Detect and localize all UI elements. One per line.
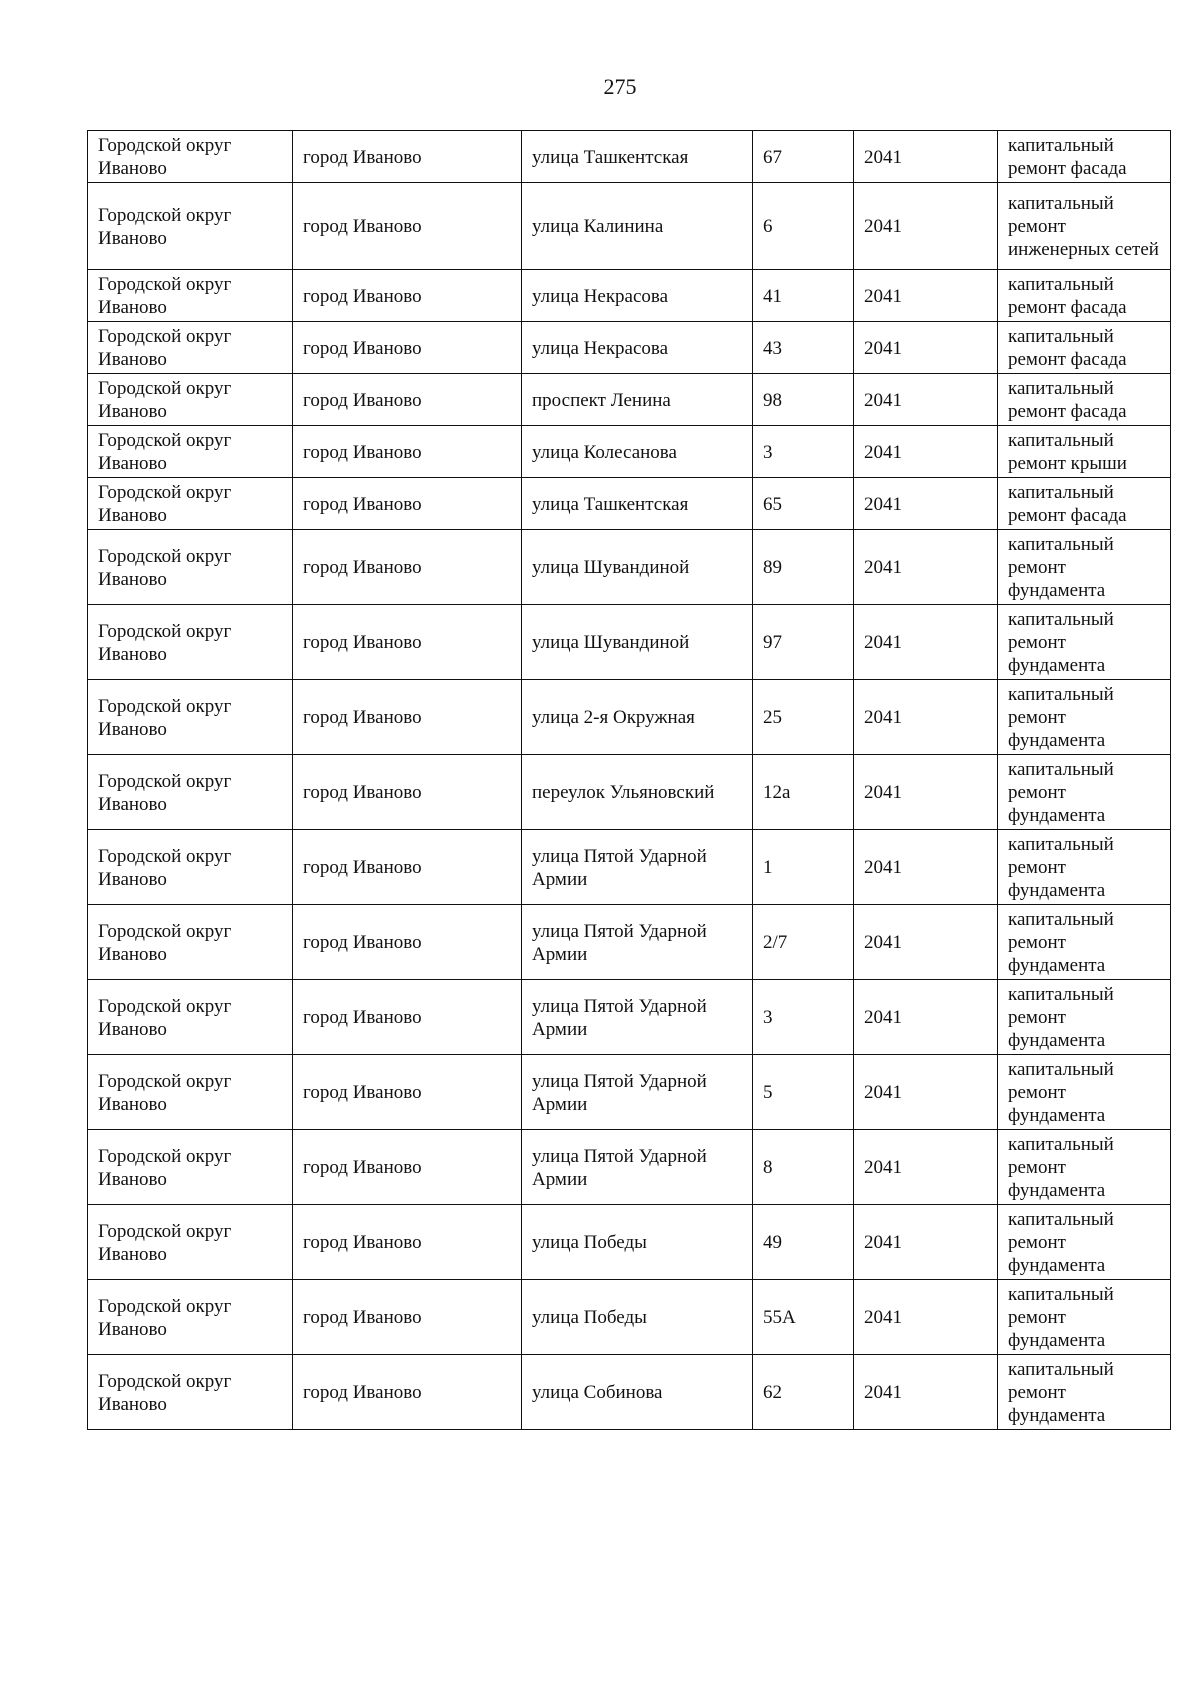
municipality-cell: Городской округ Иваново <box>88 605 293 680</box>
house-number-cell: 55А <box>753 1280 854 1355</box>
street-cell: улица Пятой Ударной Армии <box>522 980 753 1055</box>
work-type-cell: капитальный ремонт фундамента <box>998 1205 1171 1280</box>
table-row <box>88 183 1171 270</box>
table-row <box>88 374 1171 426</box>
work-type-cell: капитальный ремонт фундамента <box>998 605 1171 680</box>
year-cell: 2041 <box>854 478 998 530</box>
house-number-cell: 49 <box>753 1205 854 1280</box>
work-type-cell: капитальный ремонт фасада <box>998 322 1171 374</box>
table-row <box>88 680 1171 755</box>
house-number-cell: 98 <box>753 374 854 426</box>
house-number-cell: 67 <box>753 131 854 183</box>
table-row <box>88 270 1171 322</box>
municipality-cell: Городской округ Иваново <box>88 1205 293 1280</box>
year-cell: 2041 <box>854 1205 998 1280</box>
table-row <box>88 478 1171 530</box>
municipality-cell: Городской округ Иваново <box>88 478 293 530</box>
work-type-cell: капитальный ремонт фасада <box>998 374 1171 426</box>
table-row <box>88 530 1171 605</box>
work-type-cell: капитальный ремонт фасада <box>998 131 1171 183</box>
house-number-cell: 5 <box>753 1055 854 1130</box>
work-type-cell: капитальный ремонт фундамента <box>998 530 1171 605</box>
street-cell: улица Ташкентская <box>522 131 753 183</box>
street-cell: улица Пятой Ударной Армии <box>522 1055 753 1130</box>
table-row <box>88 1355 1171 1430</box>
work-type-cell: капитальный ремонт фундамента <box>998 1355 1171 1430</box>
street-cell: улица Победы <box>522 1205 753 1280</box>
house-number-cell: 2/7 <box>753 905 854 980</box>
table-row <box>88 1130 1171 1205</box>
municipality-cell: Городской округ Иваново <box>88 374 293 426</box>
year-cell: 2041 <box>854 830 998 905</box>
table-row <box>88 426 1171 478</box>
year-cell: 2041 <box>854 322 998 374</box>
year-cell: 2041 <box>854 1355 998 1430</box>
work-type-cell: капитальный ремонт крыши <box>998 426 1171 478</box>
work-type-cell: капитальный ремонт фундамента <box>998 1280 1171 1355</box>
municipality-cell: Городской округ Иваново <box>88 980 293 1055</box>
municipality-cell: Городской округ Иваново <box>88 183 293 270</box>
house-number-cell: 43 <box>753 322 854 374</box>
street-cell: улица Некрасова <box>522 270 753 322</box>
street-cell: улица Калинина <box>522 183 753 270</box>
repair-registry-table <box>87 130 1171 1430</box>
settlement-cell: город Иваново <box>293 1055 522 1130</box>
table-row <box>88 830 1171 905</box>
municipality-cell: Городской округ Иваново <box>88 905 293 980</box>
year-cell: 2041 <box>854 1055 998 1130</box>
year-cell: 2041 <box>854 183 998 270</box>
work-type-cell: капитальный ремонт фундамента <box>998 1055 1171 1130</box>
year-cell: 2041 <box>854 131 998 183</box>
municipality-cell: Городской округ Иваново <box>88 322 293 374</box>
work-type-cell: капитальный ремонт фундамента <box>998 755 1171 830</box>
year-cell: 2041 <box>854 426 998 478</box>
settlement-cell: город Иваново <box>293 755 522 830</box>
settlement-cell: город Иваново <box>293 1280 522 1355</box>
street-cell: проспект Ленина <box>522 374 753 426</box>
settlement-cell: город Иваново <box>293 905 522 980</box>
table-row <box>88 131 1171 183</box>
settlement-cell: город Иваново <box>293 478 522 530</box>
house-number-cell: 62 <box>753 1355 854 1430</box>
year-cell: 2041 <box>854 1130 998 1205</box>
settlement-cell: город Иваново <box>293 131 522 183</box>
settlement-cell: город Иваново <box>293 1130 522 1205</box>
settlement-cell: город Иваново <box>293 530 522 605</box>
municipality-cell: Городской округ Иваново <box>88 1055 293 1130</box>
municipality-cell: Городской округ Иваново <box>88 270 293 322</box>
table-row <box>88 605 1171 680</box>
settlement-cell: город Иваново <box>293 605 522 680</box>
street-cell: улица Победы <box>522 1280 753 1355</box>
work-type-cell: капитальный ремонт инженерных сетей <box>998 183 1171 270</box>
municipality-cell: Городской округ Иваново <box>88 755 293 830</box>
work-type-cell: капитальный ремонт фундамента <box>998 830 1171 905</box>
year-cell: 2041 <box>854 680 998 755</box>
settlement-cell: город Иваново <box>293 830 522 905</box>
year-cell: 2041 <box>854 1280 998 1355</box>
house-number-cell: 6 <box>753 183 854 270</box>
year-cell: 2041 <box>854 530 998 605</box>
settlement-cell: город Иваново <box>293 322 522 374</box>
street-cell: улица 2-я Окружная <box>522 680 753 755</box>
year-cell: 2041 <box>854 374 998 426</box>
street-cell: переулок Ульяновский <box>522 755 753 830</box>
year-cell: 2041 <box>854 755 998 830</box>
municipality-cell: Городской округ Иваново <box>88 131 293 183</box>
municipality-cell: Городской округ Иваново <box>88 530 293 605</box>
street-cell: улица Пятой Ударной Армии <box>522 830 753 905</box>
year-cell: 2041 <box>854 605 998 680</box>
house-number-cell: 8 <box>753 1130 854 1205</box>
municipality-cell: Городской округ Иваново <box>88 1130 293 1205</box>
house-number-cell: 25 <box>753 680 854 755</box>
year-cell: 2041 <box>854 980 998 1055</box>
street-cell: улица Шувандиной <box>522 605 753 680</box>
street-cell: улица Колесанова <box>522 426 753 478</box>
year-cell: 2041 <box>854 905 998 980</box>
work-type-cell: капитальный ремонт фундамента <box>998 1130 1171 1205</box>
table-row <box>88 1055 1171 1130</box>
house-number-cell: 65 <box>753 478 854 530</box>
municipality-cell: Городской округ Иваново <box>88 830 293 905</box>
settlement-cell: город Иваново <box>293 374 522 426</box>
street-cell: улица Пятой Ударной Армии <box>522 1130 753 1205</box>
settlement-cell: город Иваново <box>293 680 522 755</box>
house-number-cell: 3 <box>753 426 854 478</box>
street-cell: улица Собинова <box>522 1355 753 1430</box>
work-type-cell: капитальный ремонт фасада <box>998 270 1171 322</box>
settlement-cell: город Иваново <box>293 980 522 1055</box>
settlement-cell: город Иваново <box>293 1355 522 1430</box>
table-body <box>88 131 1171 1430</box>
house-number-cell: 12а <box>753 755 854 830</box>
municipality-cell: Городской округ Иваново <box>88 1280 293 1355</box>
page-number: 275 <box>603 74 637 99</box>
municipality-cell: Городской округ Иваново <box>88 1355 293 1430</box>
work-type-cell: капитальный ремонт фасада <box>998 478 1171 530</box>
municipality-cell: Городской округ Иваново <box>88 426 293 478</box>
house-number-cell: 97 <box>753 605 854 680</box>
municipality-cell: Городской округ Иваново <box>88 680 293 755</box>
street-cell: улица Шувандиной <box>522 530 753 605</box>
house-number-cell: 41 <box>753 270 854 322</box>
work-type-cell: капитальный ремонт фундамента <box>998 680 1171 755</box>
settlement-cell: город Иваново <box>293 270 522 322</box>
work-type-cell: капитальный ремонт фундамента <box>998 905 1171 980</box>
settlement-cell: город Иваново <box>293 183 522 270</box>
table-row <box>88 1205 1171 1280</box>
table-row <box>88 980 1171 1055</box>
settlement-cell: город Иваново <box>293 426 522 478</box>
house-number-cell: 89 <box>753 530 854 605</box>
street-cell: улица Некрасова <box>522 322 753 374</box>
table-row <box>88 905 1171 980</box>
street-cell: улица Пятой Ударной Армии <box>522 905 753 980</box>
year-cell: 2041 <box>854 270 998 322</box>
street-cell: улица Ташкентская <box>522 478 753 530</box>
table-row <box>88 1280 1171 1355</box>
table-row <box>88 755 1171 830</box>
table-row <box>88 322 1171 374</box>
house-number-cell: 1 <box>753 830 854 905</box>
house-number-cell: 3 <box>753 980 854 1055</box>
settlement-cell: город Иваново <box>293 1205 522 1280</box>
work-type-cell: капитальный ремонт фундамента <box>998 980 1171 1055</box>
